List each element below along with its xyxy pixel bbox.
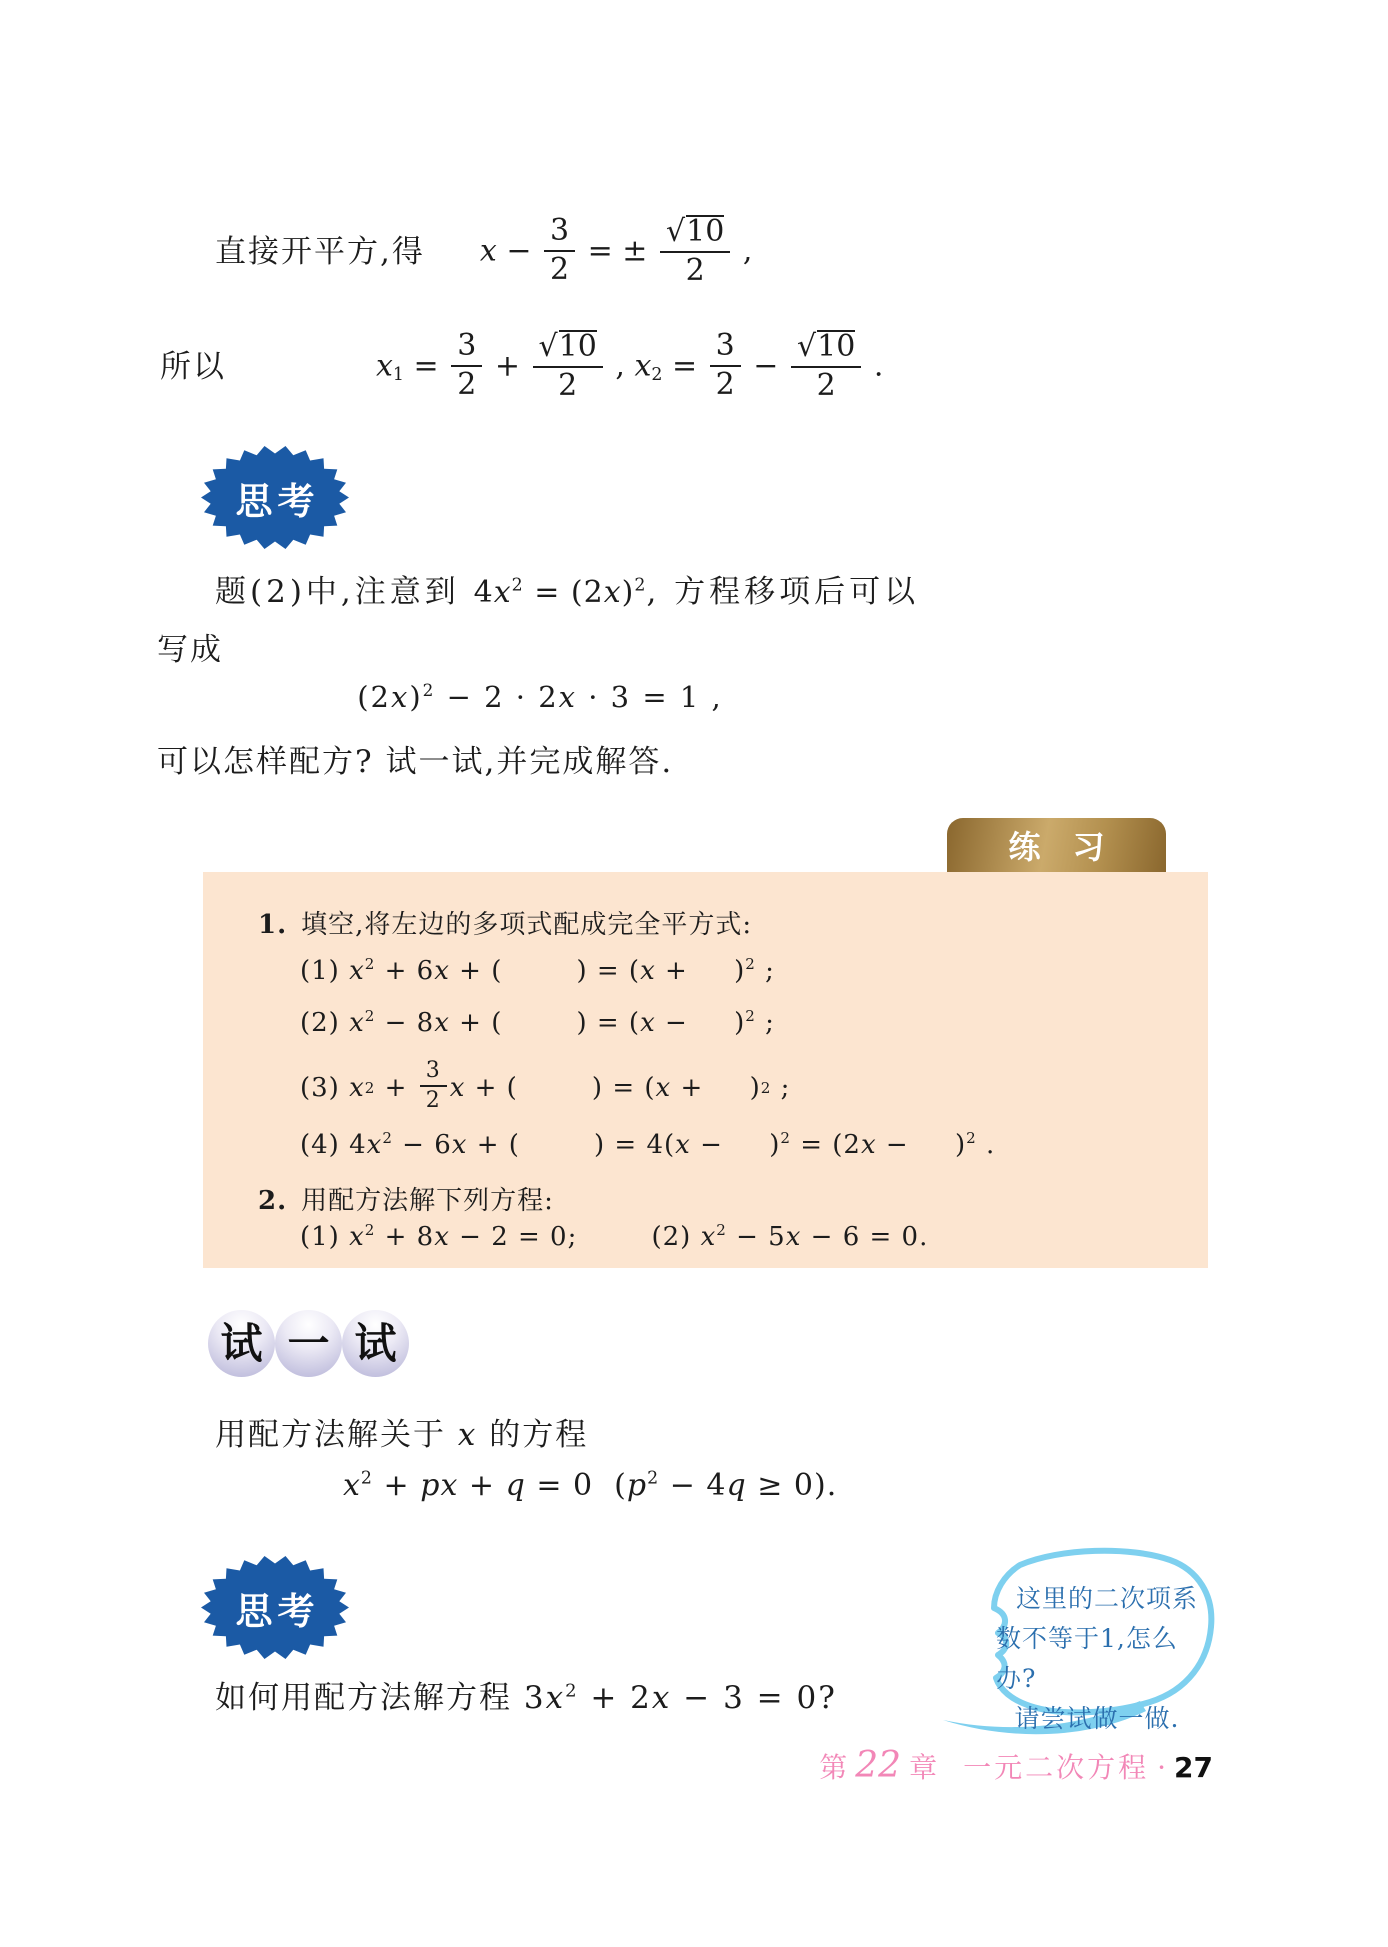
think-badge-2: [200, 1555, 350, 1660]
practice-tab: [947, 818, 1166, 872]
practice-tab-label: 练 习: [1008, 828, 1105, 866]
speech-bubble-text: [996, 1579, 1198, 1739]
bubble-line-3: 请尝试做一做.: [1014, 1704, 1180, 1733]
paragraph-inline-formula: $4x^2 = (2x)^2$: [473, 575, 647, 610]
think-paragraph-line-2: 写成: [157, 632, 223, 668]
display-equation: [160, 680, 920, 714]
solution-line-2: [160, 325, 883, 410]
bubble-line-1: 这里的二次项系: [1015, 1584, 1198, 1613]
think-badge-1-label: 思考: [235, 479, 320, 523]
think-2-question: 如何用配方法解方程 $3x^2 + 2x - 3 = 0$?: [215, 1680, 837, 1716]
try-equation: $x^2$ + px + q = 0 $(p^2 - 4q \ge 0)$.: [343, 1468, 838, 1503]
try-circle-1: [208, 1310, 275, 1377]
solution-line-1-formula: x − $\frac{3}{2}$ = ± √ 10 2 ,: [479, 212, 753, 288]
bubble-line-2: 数不等于1,怎么办?: [996, 1624, 1178, 1693]
chapter-suffix: 章: [909, 1751, 938, 1784]
solution-line-2-formula: x1 = $\frac{3}{2}$ + √ 10 2 , x2 = $\frac{3}{2}$ − √ 10 2 .: [376, 327, 884, 403]
speech-bubble: [928, 1543, 1218, 1743]
practice-row-3: (3) x 2 + $\frac{3}{2}$ x + ( ) = ( x + ) 2 ;: [300, 1057, 791, 1113]
paragraph-text-end: , 方程移项后可以: [646, 574, 920, 610]
try-circle-2: [275, 1310, 342, 1377]
display-equation-formula: $(2x)^2 - 2 \cdot 2x \cdot 3 = 1$ ,: [357, 680, 723, 714]
practice-item-2: [258, 1180, 554, 1217]
practice-row-1: (1) $x^2 + 6x$ + ( ) = (x + )$^2$ ;: [300, 955, 775, 986]
practice-item-2-text: 用配方法解下列方程:: [301, 1186, 554, 1216]
practice-item-1-text: 填空,将左边的多项式配成完全平方式:: [301, 910, 753, 940]
chapter-prefix: 第: [819, 1751, 848, 1784]
solution-line-1-label: 直接开平方,得: [215, 234, 425, 271]
try-circle-3-char: 试: [354, 1318, 397, 1368]
think-badge-1: [200, 445, 350, 550]
try-circle-1-char: 试: [220, 1318, 263, 1368]
practice-item-1: [258, 904, 752, 941]
footer-separator: ·: [1157, 1751, 1167, 1784]
try-intro-line: 用配方法解关于 x 的方程: [215, 1417, 589, 1453]
page-number: 27: [1174, 1751, 1213, 1784]
practice-box: [203, 872, 1208, 1268]
try-circle-3: [342, 1310, 409, 1377]
practice-row-2: (2) $x^2 - 8x$ + ( ) = (x − )$^2$ ;: [300, 1007, 775, 1038]
try-circle-2-char: 一: [287, 1318, 330, 1368]
paragraph-text-start: 题(2)中,注意到: [215, 574, 474, 610]
practice-item-1-number: 1.: [258, 910, 288, 940]
think-paragraph-line-1: [215, 572, 1055, 612]
think-closing-line: 可以怎样配方? 试一试,并完成解答.: [157, 744, 674, 780]
solution-line-1: [215, 210, 752, 295]
think-badge-2-label: 思考: [235, 1589, 320, 1633]
chapter-number: 22: [855, 1745, 902, 1786]
chapter-title: 一元二次方程: [963, 1751, 1150, 1784]
practice-item-2-number: 2.: [258, 1186, 288, 1216]
practice-row-5: (1) $x^2 + 8x - 2 = 0$; (2) $x^2 - 5x - 6 = 0$.: [300, 1221, 929, 1252]
solution-line-2-label: 所以: [160, 349, 226, 386]
page-footer: [819, 1745, 1213, 1786]
practice-row-4: (4) $4x^2 - 6x$ + ( ) = 4(x − )$^2$ = (2x − )$^2$ .: [300, 1129, 996, 1160]
